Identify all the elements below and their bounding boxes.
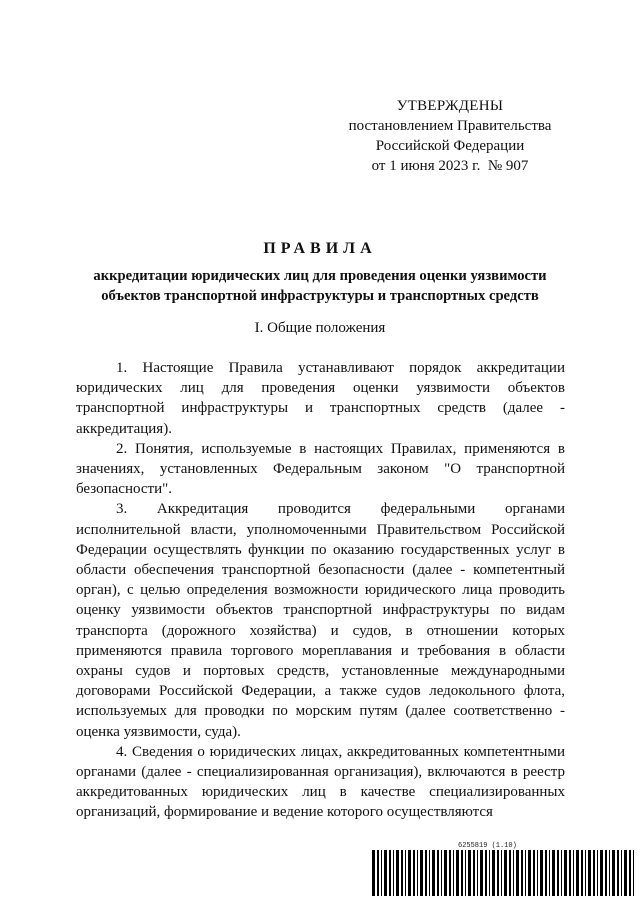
document-body [76,358,565,823]
approval-heading: УТВЕРЖДЕНЫ [396,98,504,114]
paragraph-2: 2. Понятия, используемые в настоящих Правилах, применяются в значениях, установленных Федеральным законом "О транспортной безопасности". [76,440,565,498]
approval-line: постановлением Правительства [348,118,552,134]
paragraph-3: 3. Аккредитация проводится федеральными органами исполнительной власти, уполномоченными Правительством Российской Федерации осуществлять функции по оказанию государственных услуг в области обеспечения транспортной безопасности (далее - компетентный орган), с целью определения возможности юридического лица проводить оценку уязвимости объектов транспортной инфраструктуры по видам транспорта (дорожного хозяйства) и судов, в отношении которых применяются правила торгового мореплавания и требования в области охраны судов и портовых средств, установленные международными договорами Российской Федерации, а также судов ледокольного флота, используемых для проводки по морским путям (далее соответственно - оценка уязвимости, суда). [76,501,565,740]
approval-date: от 1 июня 2023 г. № 907 [371,158,529,174]
paragraph-1: 1. Настоящие Правила устанавливают порядок аккредитации юридических лиц для проведения оценки уязвимости объектов транспортной инфраструктуры и транспортных средств (далее - аккредитация). [76,360,565,437]
section-heading: I. Общие положения [254,320,386,336]
approval-line: Российской Федерации [375,138,525,154]
document-subtitle: аккредитации юридических лиц для проведения оценки уязвимости объектов транспортной инфраструктуры и транспортных средств [93,268,547,304]
document-code: 6255819 (1.10) [458,842,517,850]
document-title: ПРАВИЛА [263,240,377,257]
barcode-icon [372,850,636,896]
paragraph-4: 4. Сведения о юридических лицах, аккредитованных компетентными органами (далее - специализированная организация), включаются в реестр аккредитованных юридических лиц в качестве специализированных организаций, формирование и ведение которого осуществляются [76,743,565,821]
approval-block [330,96,570,176]
